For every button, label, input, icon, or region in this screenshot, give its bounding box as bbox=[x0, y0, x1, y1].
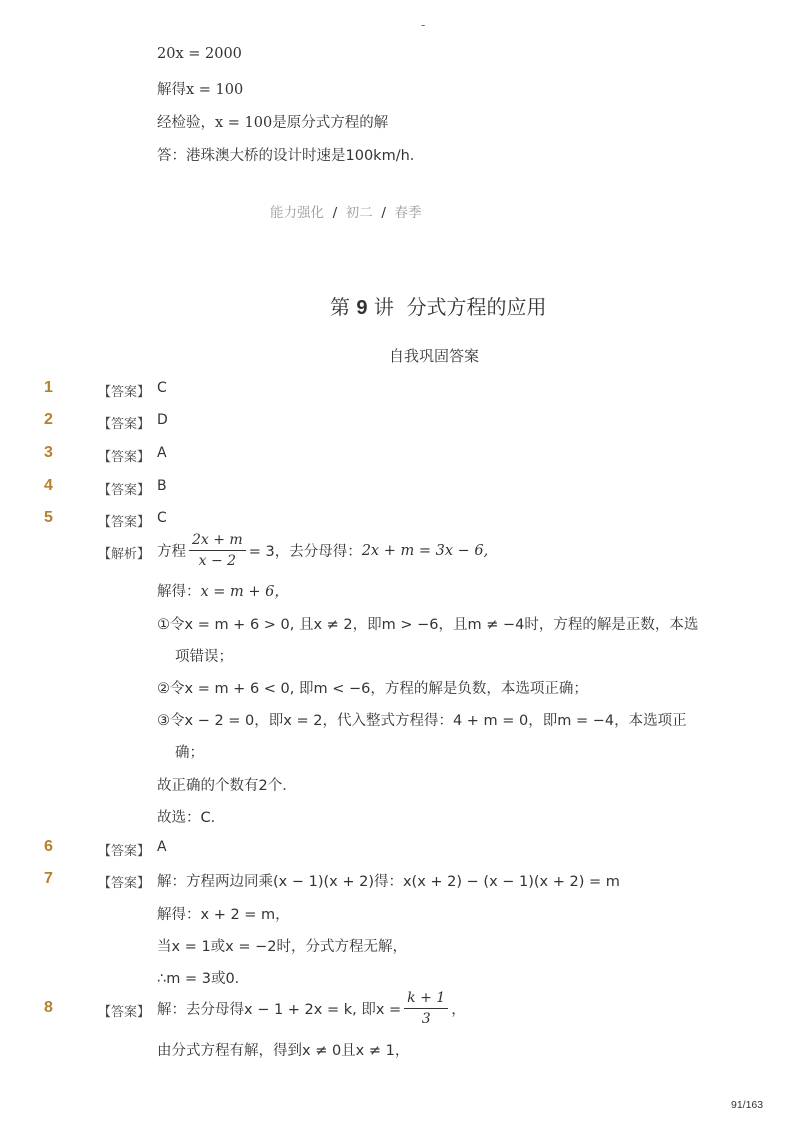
analysis-solve-label: 解得： bbox=[157, 584, 201, 600]
analysis-line-5b: 确； bbox=[175, 745, 204, 761]
answer-tag: 【答案】 bbox=[98, 876, 151, 891]
check-tail: 是原分式方程的解 bbox=[272, 115, 389, 131]
answer-line: 答：港珠澳大桥的设计时速是100km/h． bbox=[157, 148, 425, 164]
question-number: 7 bbox=[44, 870, 53, 887]
question-number: 6 bbox=[44, 838, 53, 855]
q8-line-1-text: 解：去分母得x − 1 + 2x = k, 即x = bbox=[157, 1002, 402, 1018]
check-label: 经检验， bbox=[157, 115, 215, 131]
analysis-solve-math: x = m + 6， bbox=[200, 584, 289, 600]
analysis-line-1 bbox=[157, 532, 488, 569]
breadcrumb-item: 能力强化 bbox=[270, 205, 324, 221]
equation-line: 20x = 2000 bbox=[157, 46, 242, 62]
analysis-line-7: 故选：C． bbox=[157, 810, 226, 826]
analysis-line-3: ①令x = m + 6 > 0, 且x ≠ 2，即m > −6，且m ≠ −4时，方程的解是正数，本选 bbox=[157, 617, 699, 633]
answer-value: C bbox=[157, 380, 167, 396]
question-number: 2 bbox=[44, 411, 53, 428]
answer-value: A bbox=[157, 445, 167, 461]
analysis-line-5: ③令x − 2 = 0，即x = 2，代入整式方程得：4 + m = 0，即m = −4，本选项正 bbox=[157, 713, 687, 729]
question-number: 1 bbox=[44, 379, 53, 396]
solve-math: x = 100 bbox=[186, 82, 244, 98]
breadcrumb-item: 初二 bbox=[345, 205, 373, 221]
analysis-tag: 【解析】 bbox=[98, 547, 151, 562]
fraction-denominator: x − 2 bbox=[198, 553, 237, 569]
analysis-equation: 2x + m = 3x − 6, bbox=[361, 542, 489, 559]
answer-value: A bbox=[157, 839, 167, 855]
lecture-title bbox=[330, 291, 547, 320]
question-number: 4 bbox=[44, 477, 53, 494]
answer-value: C bbox=[157, 510, 167, 526]
analysis-intro: 方程 bbox=[157, 544, 186, 560]
section-title: 自我巩固答案 bbox=[389, 347, 480, 365]
lecture-suffix: 讲 bbox=[373, 295, 394, 319]
answer-value: D bbox=[157, 412, 168, 428]
q7-line-2: 解得：x + 2 = m， bbox=[157, 907, 290, 923]
header-mark: - bbox=[421, 18, 426, 32]
fraction-numerator: 2x + m bbox=[189, 532, 246, 551]
breadcrumb bbox=[270, 201, 422, 221]
question-number: 8 bbox=[44, 999, 53, 1016]
fraction-numerator: k + 1 bbox=[404, 990, 448, 1009]
q7-line-1: 解：方程两边同乘(x − 1)(x + 2)得：x(x + 2) − (x − 1)(x + 2) = m bbox=[157, 874, 620, 890]
breadcrumb-sep: / bbox=[381, 205, 386, 221]
analysis-line-4: ②令x = m + 6 < 0, 即m < −6，方程的解是负数，本选项正确； bbox=[157, 681, 588, 697]
answer-tag: 【答案】 bbox=[98, 844, 151, 859]
answer-tag: 【答案】 bbox=[98, 450, 151, 465]
analysis-line-6: 故正确的个数有2个． bbox=[157, 778, 297, 794]
q8-line-1 bbox=[157, 990, 466, 1027]
question-number: 5 bbox=[44, 509, 53, 526]
solve-line bbox=[157, 78, 243, 99]
lecture-number: 9 bbox=[356, 297, 368, 319]
q7-line-4: ∴m = 3或0． bbox=[157, 971, 250, 987]
breadcrumb-item: 春季 bbox=[394, 205, 422, 221]
lecture-prefix: 第 bbox=[330, 295, 350, 319]
answer-tag: 【答案】 bbox=[98, 385, 151, 400]
question-number: 3 bbox=[44, 444, 53, 461]
analysis-line-2 bbox=[157, 580, 289, 601]
fraction bbox=[404, 990, 448, 1027]
answer-tag: 【答案】 bbox=[98, 483, 151, 498]
lecture-name: 分式方程的应用 bbox=[406, 295, 547, 319]
check-line bbox=[157, 111, 388, 132]
check-math: x = 100 bbox=[215, 115, 273, 131]
answer-tag: 【答案】 bbox=[98, 1005, 151, 1020]
answer-value: B bbox=[157, 478, 167, 494]
q8-line-1-tail: ， bbox=[451, 1002, 466, 1018]
answer-tag: 【答案】 bbox=[98, 417, 151, 432]
fraction bbox=[189, 532, 246, 569]
analysis-line-3b: 项错误； bbox=[175, 649, 233, 665]
fraction-denominator: 3 bbox=[421, 1011, 431, 1027]
breadcrumb-sep: / bbox=[332, 205, 338, 221]
answer-tag: 【答案】 bbox=[98, 515, 151, 530]
solve-label: 解得 bbox=[157, 82, 186, 98]
q7-line-3: 当x = 1或x = −2时，分式方程无解， bbox=[157, 939, 407, 955]
q8-line-2: 由分式方程有解，得到x ≠ 0且x ≠ 1， bbox=[157, 1043, 410, 1059]
page-number: 91/163 bbox=[731, 1099, 764, 1111]
analysis-after-fraction: = 3，去分母得： bbox=[248, 544, 362, 560]
